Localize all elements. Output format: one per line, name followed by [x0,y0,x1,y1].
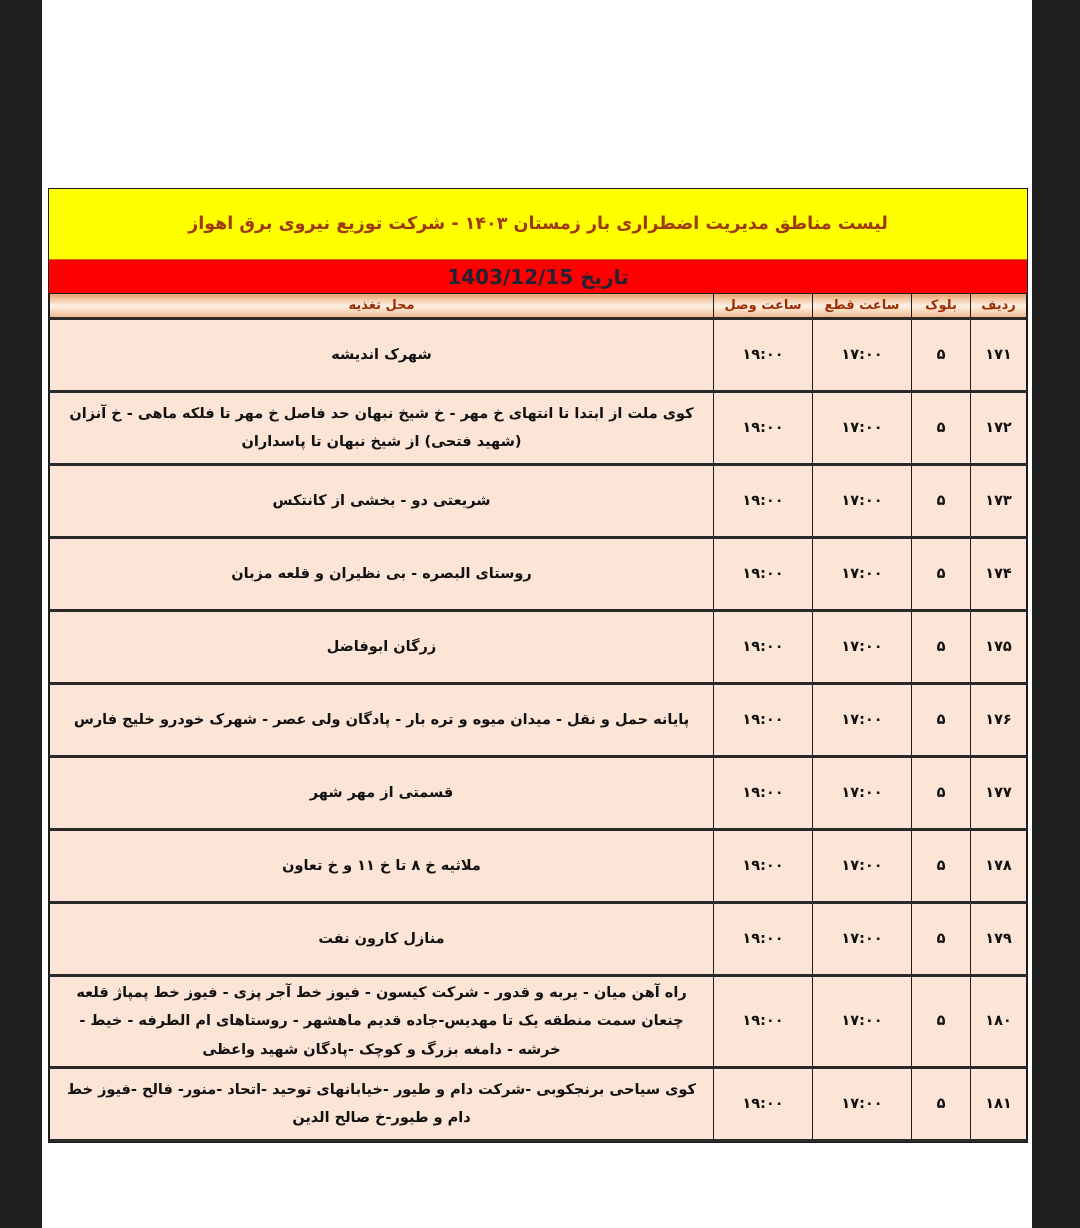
cell-block: ۵ [912,465,971,538]
cell-radif: ۱۷۲ [971,392,1027,465]
cell-location: شهرک اندیشه [50,319,714,392]
cell-connect-time: ۱۹:۰۰ [714,319,813,392]
header-block: بلوک [912,294,971,319]
cell-radif: ۱۷۸ [971,830,1027,903]
table-row [50,611,1027,684]
cell-connect-time: ۱۹:۰۰ [714,392,813,465]
header-radif: ردیف [971,294,1027,319]
table-row [50,1067,1027,1140]
cell-radif: ۱۷۹ [971,903,1027,976]
cell-radif: ۱۷۴ [971,538,1027,611]
document-sheet [42,0,1032,1228]
outage-table [49,293,1027,1142]
cell-location: کوی سیاحی برنجکوبی -شرکت دام و طیور -خیابانهای توحید -اتحاد -منور- فالح -فیوز خط دام و طیور-خ صالح الدین [50,1067,714,1140]
table-row [50,757,1027,830]
cell-radif: ۱۷۵ [971,611,1027,684]
cell-cut-time: ۱۷:۰۰ [813,684,912,757]
cell-cut-time: ۱۷:۰۰ [813,830,912,903]
cell-connect-time: ۱۹:۰۰ [714,465,813,538]
table-row [50,392,1027,465]
cell-radif: ۱۷۷ [971,757,1027,830]
cell-connect-time: ۱۹:۰۰ [714,611,813,684]
cell-cut-time: ۱۷:۰۰ [813,757,912,830]
cell-location: زرگان ابوفاضل [50,611,714,684]
cell-cut-time: ۱۷:۰۰ [813,392,912,465]
cell-cut-time: ۱۷:۰۰ [813,538,912,611]
cell-location: راه آهن میان - یربه و قدور - شرکت کیسون - فیوز خط آجر پزی - فیوز خط پمپاژ قلعه چنعان سمت منطقه یک تا مهدیس-جاده قدیم ماهشهر - روستاهای ام الطرفه - خیط - خرشه - دامغه بزرگ و کوچک -پادگان شهید واعظی [50,976,714,1068]
cell-location: قسمتی از مهر شهر [50,757,714,830]
cell-block: ۵ [912,538,971,611]
cell-block: ۵ [912,976,971,1068]
cell-radif: ۱۷۶ [971,684,1027,757]
cell-location: پایانه حمل و نقل - میدان میوه و تره بار - پادگان ولی عصر - شهرک خودرو خلیج فارس [50,684,714,757]
table-header [50,294,1027,319]
cell-location: ملاثیه خ ۸ تا خ ۱۱ و خ تعاون [50,830,714,903]
cell-cut-time: ۱۷:۰۰ [813,1067,912,1140]
cell-radif: ۱۷۱ [971,319,1027,392]
cell-cut-time: ۱۷:۰۰ [813,319,912,392]
table-row [50,319,1027,392]
cell-block: ۵ [912,1067,971,1140]
cell-block: ۵ [912,684,971,757]
table-row [50,538,1027,611]
cell-location: کوی ملت از ابتدا تا انتهای خ مهر - خ شیخ نبهان حد فاصل خ مهر تا فلکه ماهی - خ آنزان (شهید فتحی) از شیخ نبهان تا پاسداران [50,392,714,465]
cell-cut-time: ۱۷:۰۰ [813,976,912,1068]
header-connect-time: ساعت وصل [714,294,813,319]
header-cut-time: ساعت قطع [813,294,912,319]
cell-cut-time: ۱۷:۰۰ [813,465,912,538]
cell-block: ۵ [912,319,971,392]
cell-connect-time: ۱۹:۰۰ [714,757,813,830]
cell-radif: ۱۷۳ [971,465,1027,538]
cell-connect-time: ۱۹:۰۰ [714,830,813,903]
cell-block: ۵ [912,830,971,903]
table-row [50,830,1027,903]
cell-location: شریعتی دو - بخشی از کانتکس [50,465,714,538]
table-row [50,976,1027,1068]
cell-block: ۵ [912,392,971,465]
cell-block: ۵ [912,757,971,830]
cell-cut-time: ۱۷:۰۰ [813,903,912,976]
table-header-row [50,294,1027,319]
cell-connect-time: ۱۹:۰۰ [714,538,813,611]
cell-radif: ۱۸۱ [971,1067,1027,1140]
header-location: محل تغذیه [50,294,714,319]
cell-connect-time: ۱۹:۰۰ [714,976,813,1068]
cell-radif: ۱۸۰ [971,976,1027,1068]
table-body [50,319,1027,1141]
cell-cut-time: ۱۷:۰۰ [813,611,912,684]
cell-location: روستای البصره - بی نظیران و قلعه مزبان [50,538,714,611]
table-row [50,903,1027,976]
title-banner: لیست مناطق مدیریت اضطراری بار زمستان ۱۴۰۳ - شرکت توزیع نیروی برق اهواز [49,189,1027,259]
date-banner: تاریخ 1403/12/15 [49,259,1027,293]
table-row [50,465,1027,538]
cell-block: ۵ [912,903,971,976]
cell-connect-time: ۱۹:۰۰ [714,1067,813,1140]
outage-document [48,188,1028,1143]
cell-connect-time: ۱۹:۰۰ [714,903,813,976]
cell-connect-time: ۱۹:۰۰ [714,684,813,757]
cell-block: ۵ [912,611,971,684]
cell-location: منازل کارون نفت [50,903,714,976]
table-row [50,684,1027,757]
